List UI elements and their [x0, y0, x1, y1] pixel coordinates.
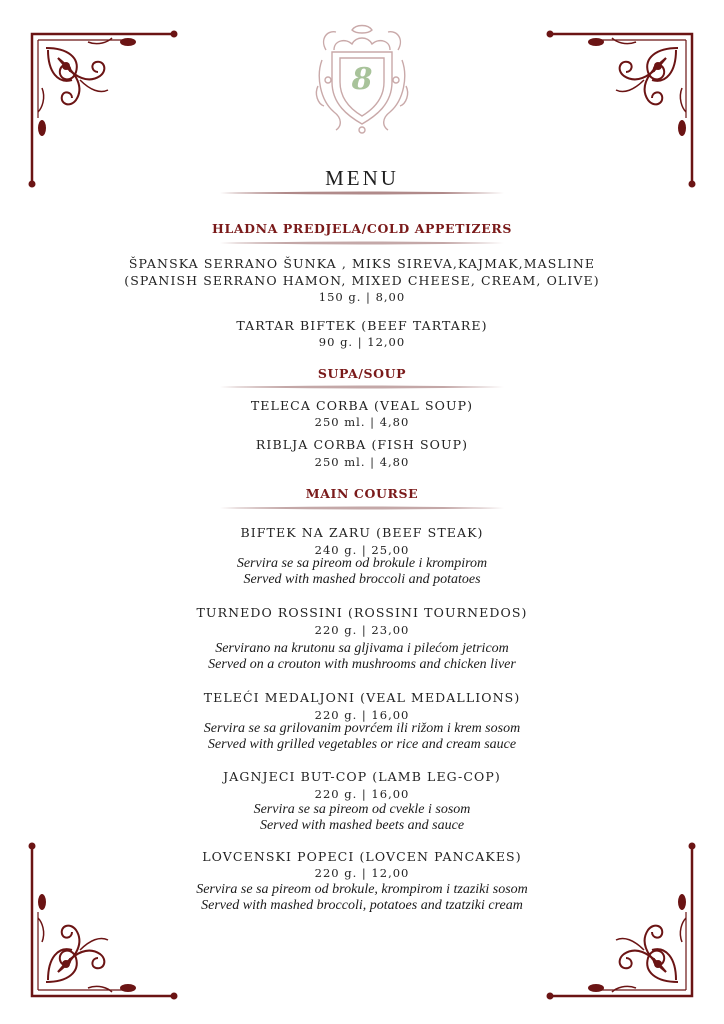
menu-item-price: 240 g. | 25,00	[314, 543, 410, 557]
menu-item-name: TURNEDO ROSSINI (ROSSINI TOURNEDOS)	[196, 605, 528, 620]
section-divider	[220, 505, 504, 511]
menu-item-name: (SPANISH SERRANO HAMON, MIXED CHEESE, CREAM, OLIVE)	[124, 273, 600, 288]
corner-ornament-top-right	[546, 28, 696, 188]
menu-item-description: Served with mashed broccoli and potatoes	[243, 572, 481, 587]
menu-item-description: Served with mashed beets and sauce	[259, 818, 465, 833]
menu-item-description: Servira se sa grilovanim povrćem ili rižom i krem sosom	[203, 721, 521, 736]
crest-logo	[312, 20, 412, 138]
menu-item-description: Servira se sa pireom od brokule i krompirom	[236, 556, 488, 571]
section-divider	[220, 384, 504, 390]
menu-item-price: 250 ml. | 4,80	[314, 455, 410, 469]
menu-item-price: 250 ml. | 4,80	[314, 415, 410, 429]
section-title-soup: SUPA/SOUP	[317, 366, 407, 381]
section-title-main-course: MAIN COURSE	[305, 486, 419, 501]
menu-item-description: Servira se sa pireom od cvekle i sosom	[253, 802, 471, 817]
menu-item-name: BIFTEK NA ZARU (BEEF STEAK)	[240, 525, 484, 540]
menu-item-description: Served with grilled vegetables or rice and cream sauce	[207, 737, 517, 752]
menu-item-price: 220 g. | 23,00	[314, 623, 410, 637]
menu-item-name: ŠPANSKA SERRANO ŠUNKA , MIKS SIREVA,KAJMAK,MASLINE	[128, 256, 596, 271]
menu-item-description: Servira se sa pireom od brokule, krompirom i tzaziki sosom	[196, 882, 528, 897]
menu-item-description: Served with mashed broccoli, potatoes and tzatziki cream	[201, 898, 523, 913]
menu-item-price: 90 g. | 12,00	[318, 335, 406, 349]
page-title: MENU	[325, 166, 399, 190]
menu-item-name: RIBLJA CORBA (FISH SOUP)	[255, 437, 469, 452]
menu-item-price: 220 g. | 16,00	[314, 787, 410, 801]
menu-item-description: Servirano na krutonu sa gljivama i pilećom jetricom	[215, 641, 509, 656]
menu-item-name: TELEĆI MEDALJONI (VEAL MEDALLIONS)	[203, 690, 521, 705]
crest-number: 8	[351, 62, 373, 97]
menu-item-price: 150 g. | 8,00	[318, 290, 406, 304]
menu-item-name: JAGNJECI BUT-COP (LAMB LEG-COP)	[223, 769, 501, 784]
menu-item-name: TARTAR BIFTEK (BEEF TARTARE)	[236, 318, 488, 333]
menu-item-name: LOVCENSKI POPECI (LOVCEN PANCAKES)	[202, 849, 522, 864]
title-divider	[220, 190, 504, 196]
menu-item-description: Served on a crouton with mushrooms and chicken liver	[208, 657, 516, 672]
section-divider	[220, 240, 504, 246]
menu-item-price: 220 g. | 12,00	[314, 866, 410, 880]
section-title-cold-appetizers: HLADNA PREDJELA/COLD APPETIZERS	[212, 221, 512, 236]
corner-ornament-top-left	[28, 28, 178, 188]
menu-item-name: TELECA CORBA (VEAL SOUP)	[250, 398, 474, 413]
menu-item-price: 220 g. | 16,00	[314, 708, 410, 722]
